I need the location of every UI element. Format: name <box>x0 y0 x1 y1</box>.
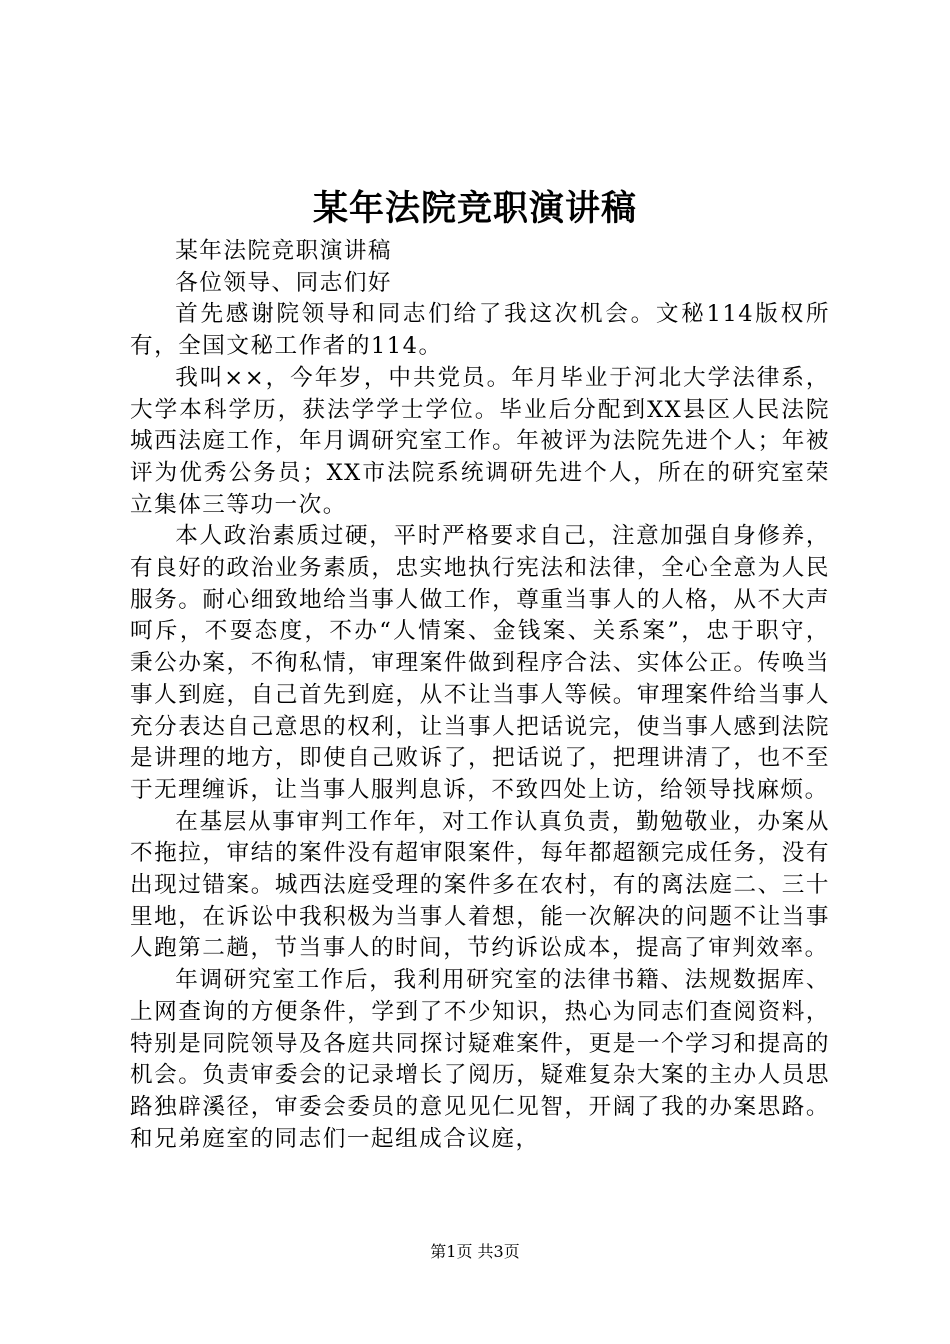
page-footer: 第1页 共3页 <box>430 1242 520 1261</box>
paragraph-trial-work: 在基层从事审判工作年，对工作认真负责，勤勉敬业，办案从不拖拉，审结的案件没有超审限案件，每年都超额完成任务，没有出现过错案。城西法庭受理的案件多在农村，有的离法庭二、三十里地，在诉讼中我积极为当事人着想，能一次解决的问题不让当事人跑第二趟，节当事人的时间，节约诉讼成本，提高了审判效率。 <box>130 808 830 962</box>
document-title: 某年法院竞职演讲稿 <box>312 188 637 229</box>
paragraph-research-office: 年调研究室工作后，我利用研究室的法律书籍、法规数据库、上网查询的方便条件，学到了不少知识，热心为同志们查阅资料，特别是同院领导及各庭共同探讨疑难案件，更是一个学习和提高的机会。负责审委会的记录增长了阅历，疑难复杂大案的主办人员思路独辟溪径，审委会委员的意见见仁见智，开阔了我的办案思路。和兄弟庭室的同志们一起组成合议庭， <box>130 967 830 1152</box>
paragraph-self-intro: 我叫××，今年岁，中共党员。年月毕业于河北大学法律系，大学本科学历，获法学学士学位。毕业后分配到XX县区人民法院城西法庭工作，年月调研究室工作。年被评为法院先进个人；年被评为优秀公务员；XX市法院系统调研先进个人，所在的研究室荣立集体三等功一次。 <box>130 364 830 518</box>
paragraph-thanks: 首先感谢院领导和同志们给了我这次机会。文秘114版权所有，全国文秘工作者的114。 <box>130 301 830 360</box>
document-body <box>130 236 830 1155</box>
paragraph-subtitle: 某年法院竞职演讲稿 <box>175 238 393 264</box>
paragraph-greeting: 各位领导、同志们好 <box>175 269 393 296</box>
paragraph-political-quality: 本人政治素质过硬，平时严格要求自己，注意加强自身修养，有良好的政治业务素质，忠实地执行宪法和法律，全心全意为人民服务。耐心细致地给当事人做工作，尊重当事人的人格，从不大声呵斥，不耍态度，不办“人情案、金钱案、关系案”，忠于职守，秉公办案，不徇私情，审理案件做到程序合法、实体公正。传唤当事人到庭，自己首先到庭，从不让当事人等候。审理案件给当事人充分表达自己意思的权利，让当事人把话说完，使当事人感到法院是讲理的地方，即使自己败诉了，把话说了，把理讲清了，也不至于无理缠诉，让当事人服判息诉，不致四处上访，给领导找麻烦。 <box>130 523 830 803</box>
